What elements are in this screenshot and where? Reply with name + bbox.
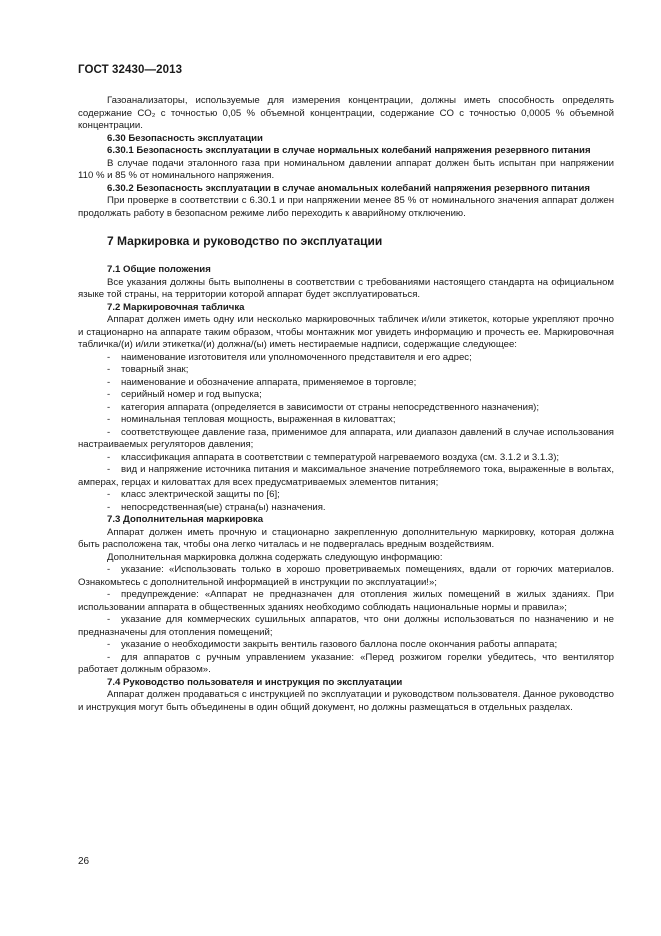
list-item: - категория аппарата (определяется в зависимости от страны непосредственного назначения); [107, 401, 540, 413]
page-number: 26 [78, 856, 90, 867]
paragraph-gas-analyzers: Газоанализаторы, используемые для измерения концентрации, должны иметь способность определять содержание CO₂ с точностью 0,05 % объемной концентрации, содержание CO с точностью 0,0005 % объемной концентрации. [78, 95, 614, 131]
paragraph-7-3-b: Дополнительная маркировка должна содержать следующую информацию: [107, 551, 443, 563]
heading-7-4: 7.4 Руководство пользователя и инструкция по эксплуатации [107, 676, 403, 688]
list-item: - для аппаратов с ручным управлением указание: «Перед розжигом горелки убедитесь, что вентилятор работает должным образом». [78, 651, 614, 675]
paragraph-6-30-2: При проверке в соответствии с 6.30.1 и при напряжении менее 85 % от номинального значения аппарат должен продолжать работу в безопасном режиме либо переходить к аварийному отключению. [78, 195, 614, 219]
section-7-title: 7 Маркировка и руководство по эксплуатации [107, 234, 383, 248]
list-item: - предупреждение: «Аппарат не предназначен для отопления жилых помещений в жилых зданиях. При использовании аппарата в общественных зданиях необходимо соблюдать национальные нормы и правила»; [78, 589, 614, 613]
heading-6-30-1: 6.30.1 Безопасность эксплуатации в случае нормальных колебаний напряжения резервного питания [107, 145, 591, 156]
list-item: - соответствующее давление газа, применимое для аппарата, или диапазон давлений в случае использования настраиваемых регуляторов давления; [78, 426, 614, 450]
list-7-3 [78, 564, 614, 677]
heading-6-30: 6.30 Безопасность эксплуатации [107, 132, 263, 144]
document-body [78, 95, 614, 714]
list-item: - вид и напряжение источника питания и максимальное значение потребляемого тока, выраженные в вольтах, амперах, герцах и киловаттах для всех предусматриваемых элементов питания; [78, 464, 614, 488]
list-7-2 [78, 352, 614, 515]
heading-7-2: 7.2 Маркировочная табличка [107, 301, 245, 313]
list-item: - номинальная тепловая мощность, выраженная в киловаттах; [107, 414, 396, 425]
list-item: - класс электрической защиты по [6]; [107, 489, 280, 500]
paragraph-6-30-1: В случае подачи эталонного газа при номинальном давлении аппарат должен быть испытан при напряжении 110 % и 85 % от номинального напряжения. [78, 157, 614, 181]
list-item: - указание для коммерческих сушильных аппаратов, что они должны использоваться по назначению и не предназначены для отопления помещений; [78, 614, 614, 638]
list-item: - указание: «Использовать только в хорошо проветриваемых помещениях, вдали от горючих материалов. Ознакомьтесь с дополнительной информацией в инструкции по эксплуатации!»; [78, 564, 614, 588]
list-item: - непосредственная(ые) страна(ы) назначения. [107, 501, 326, 513]
paragraph-7-2: Аппарат должен иметь одну или несколько маркировочных табличек и/или этикеток, которые укрепляют прочно и стационарно на аппарате таким образом, чтобы монтажник мог увидеть информацию и прочесть ее. Маркировочная табличка/(и) и/или этикетка/(и) должна/(ы) иметь нестираемые надписи, содержащие следующее: [78, 314, 614, 350]
standard-header: ГОСТ 32430—2013 [78, 64, 183, 76]
list-item: - серийный номер и год выпуска; [107, 389, 262, 400]
list-item: - классификация аппарата в соответствии с температурой нагреваемого воздуха (см. 3.1.2 и 3.1.3); [107, 451, 560, 463]
list-item: - наименование изготовителя или уполномоченного представителя и его адрес; [107, 351, 472, 363]
heading-7-3: 7.3 Дополнительная маркировка [107, 514, 264, 525]
list-item: - товарный знак; [107, 364, 189, 375]
paragraph-7-3-a: Аппарат должен иметь прочную и стационарно закрепленную дополнительную маркировку, которая должна быть расположена так, чтобы она легко читалась и не подвергалась вредным воздействиям. [78, 526, 614, 550]
heading-7-1: 7.1 Общие положения [107, 264, 211, 275]
paragraph-7-4: Аппарат должен продаваться с инструкцией по эксплуатации и руководством пользователя. Данное руководство и инструкция могут быть объединены в один общий документ, но должны размещаться в отдельных разделах. [78, 689, 614, 713]
paragraph-7-1: Все указания должны быть выполнены в соответствии с требованиями настоящего стандарта на официальном языке той страны, на территории которой аппарат будет эксплуатироваться. [78, 276, 614, 300]
heading-6-30-2: 6.30.2 Безопасность эксплуатации в случае аномальных колебаний напряжения резервного питания [107, 182, 591, 194]
list-item: - указание о необходимости закрыть вентиль газового баллона после окончания работы аппарата; [107, 639, 558, 650]
list-item: - наименование и обозначение аппарата, применяемое в торговле; [107, 376, 417, 388]
